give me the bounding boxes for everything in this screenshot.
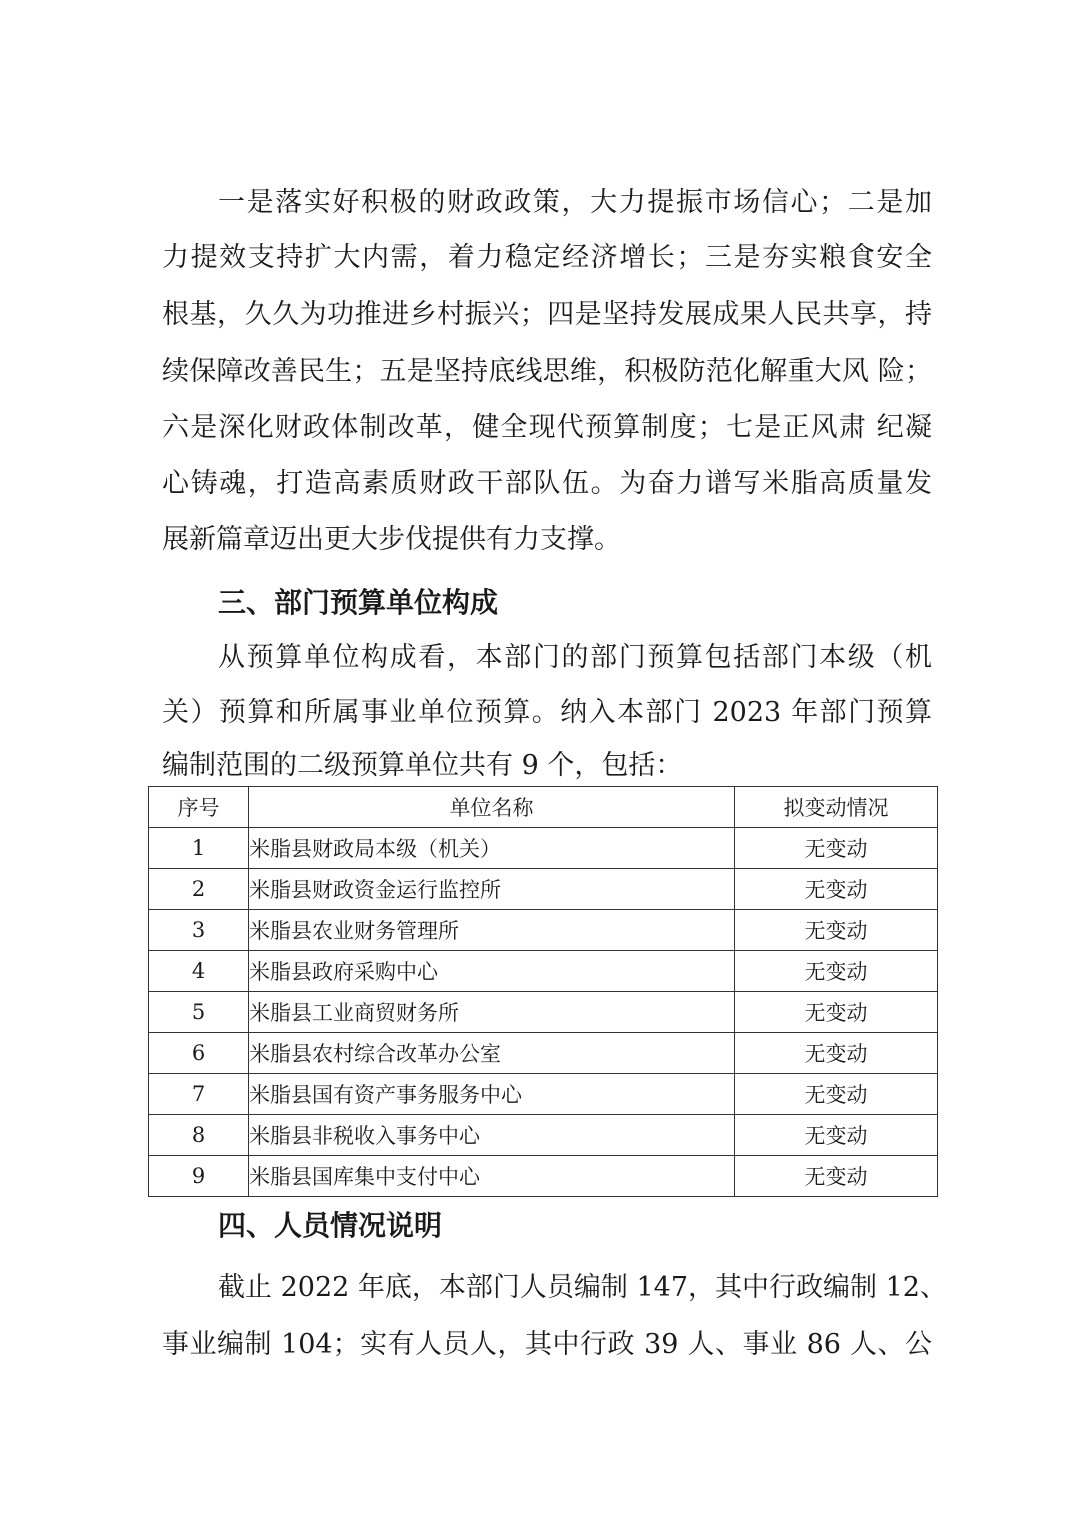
row-unit-name: 米脂县政府采购中心 xyxy=(249,951,735,992)
row-index: 3 xyxy=(149,910,249,951)
table-row xyxy=(149,1074,938,1115)
table-row xyxy=(149,1156,938,1197)
row-index: 1 xyxy=(149,828,249,869)
table-row xyxy=(149,1115,938,1156)
paragraph-line: 六是深化财政体制改革，健全现代预算制度；七是正风肃 纪凝 xyxy=(162,412,932,443)
row-change: 无变动 xyxy=(735,1115,938,1156)
row-change: 无变动 xyxy=(735,992,938,1033)
paragraph-line: 关）预算和所属事业单位预算。纳入本部门 2023 年部门预算 xyxy=(162,697,932,728)
paragraph-line: 一是落实好积极的财政政策，大力提振市场信心；二是加 xyxy=(218,187,932,218)
row-index: 4 xyxy=(149,951,249,992)
row-index: 7 xyxy=(149,1074,249,1115)
paragraph-line: 从预算单位构成看，本部门的部门预算包括部门本级（机 xyxy=(218,642,932,673)
row-unit-name: 米脂县农村综合改革办公室 xyxy=(249,1033,735,1074)
budget-units-table xyxy=(148,786,938,1197)
row-index: 6 xyxy=(149,1033,249,1074)
table-row xyxy=(149,992,938,1033)
row-index: 5 xyxy=(149,992,249,1033)
table-row xyxy=(149,869,938,910)
row-unit-name: 米脂县工业商贸财务所 xyxy=(249,992,735,1033)
header-unit-name: 单位名称 xyxy=(249,787,735,828)
paragraph-line: 展新篇章迈出更大步伐提供有力支撑。 xyxy=(162,524,621,555)
table-row xyxy=(149,951,938,992)
paragraph-line: 力提效支持扩大内需，着力稳定经济增长；三是夯实粮食安全 xyxy=(162,242,932,273)
row-change: 无变动 xyxy=(735,1156,938,1197)
paragraph-line: 根基，久久为功推进乡村振兴；四是坚持发展成果人民共享，持 xyxy=(162,299,932,330)
header-change: 拟变动情况 xyxy=(735,787,938,828)
row-change: 无变动 xyxy=(735,910,938,951)
row-unit-name: 米脂县财政资金运行监控所 xyxy=(249,869,735,910)
row-change: 无变动 xyxy=(735,1033,938,1074)
row-index: 9 xyxy=(149,1156,249,1197)
table-row xyxy=(149,1033,938,1074)
paragraph-line: 事业编制 104；实有人员人，其中行政 39 人、事业 86 人、公 xyxy=(162,1329,932,1360)
row-unit-name: 米脂县农业财务管理所 xyxy=(249,910,735,951)
row-unit-name: 米脂县国库集中支付中心 xyxy=(249,1156,735,1197)
table-row xyxy=(149,828,938,869)
row-change: 无变动 xyxy=(735,828,938,869)
row-change: 无变动 xyxy=(735,951,938,992)
paragraph-line: 编制范围的二级预算单位共有 9 个，包括： xyxy=(162,750,683,781)
table-row xyxy=(149,910,938,951)
row-change: 无变动 xyxy=(735,1074,938,1115)
row-unit-name: 米脂县财政局本级（机关） xyxy=(249,828,735,869)
row-index: 2 xyxy=(149,869,249,910)
paragraph-line: 续保障改善民生；五是坚持底线思维，积极防范化解重大风 险； xyxy=(162,356,932,387)
row-change: 无变动 xyxy=(735,869,938,910)
table-header-row xyxy=(149,787,938,828)
paragraph-line: 截止 2022 年底，本部门人员编制 147，其中行政编制 12、 xyxy=(218,1272,947,1303)
paragraph-line: 心铸魂，打造高素质财政干部队伍。为奋力谱写米脂高质量发 xyxy=(162,468,932,499)
row-unit-name: 米脂县国有资产事务服务中心 xyxy=(249,1074,735,1115)
row-index: 8 xyxy=(149,1115,249,1156)
header-index: 序号 xyxy=(149,787,249,828)
section-heading-4: 四、人员情况说明 xyxy=(218,1209,443,1242)
row-unit-name: 米脂县非税收入事务中心 xyxy=(249,1115,735,1156)
section-heading-3: 三、部门预算单位构成 xyxy=(218,586,499,619)
